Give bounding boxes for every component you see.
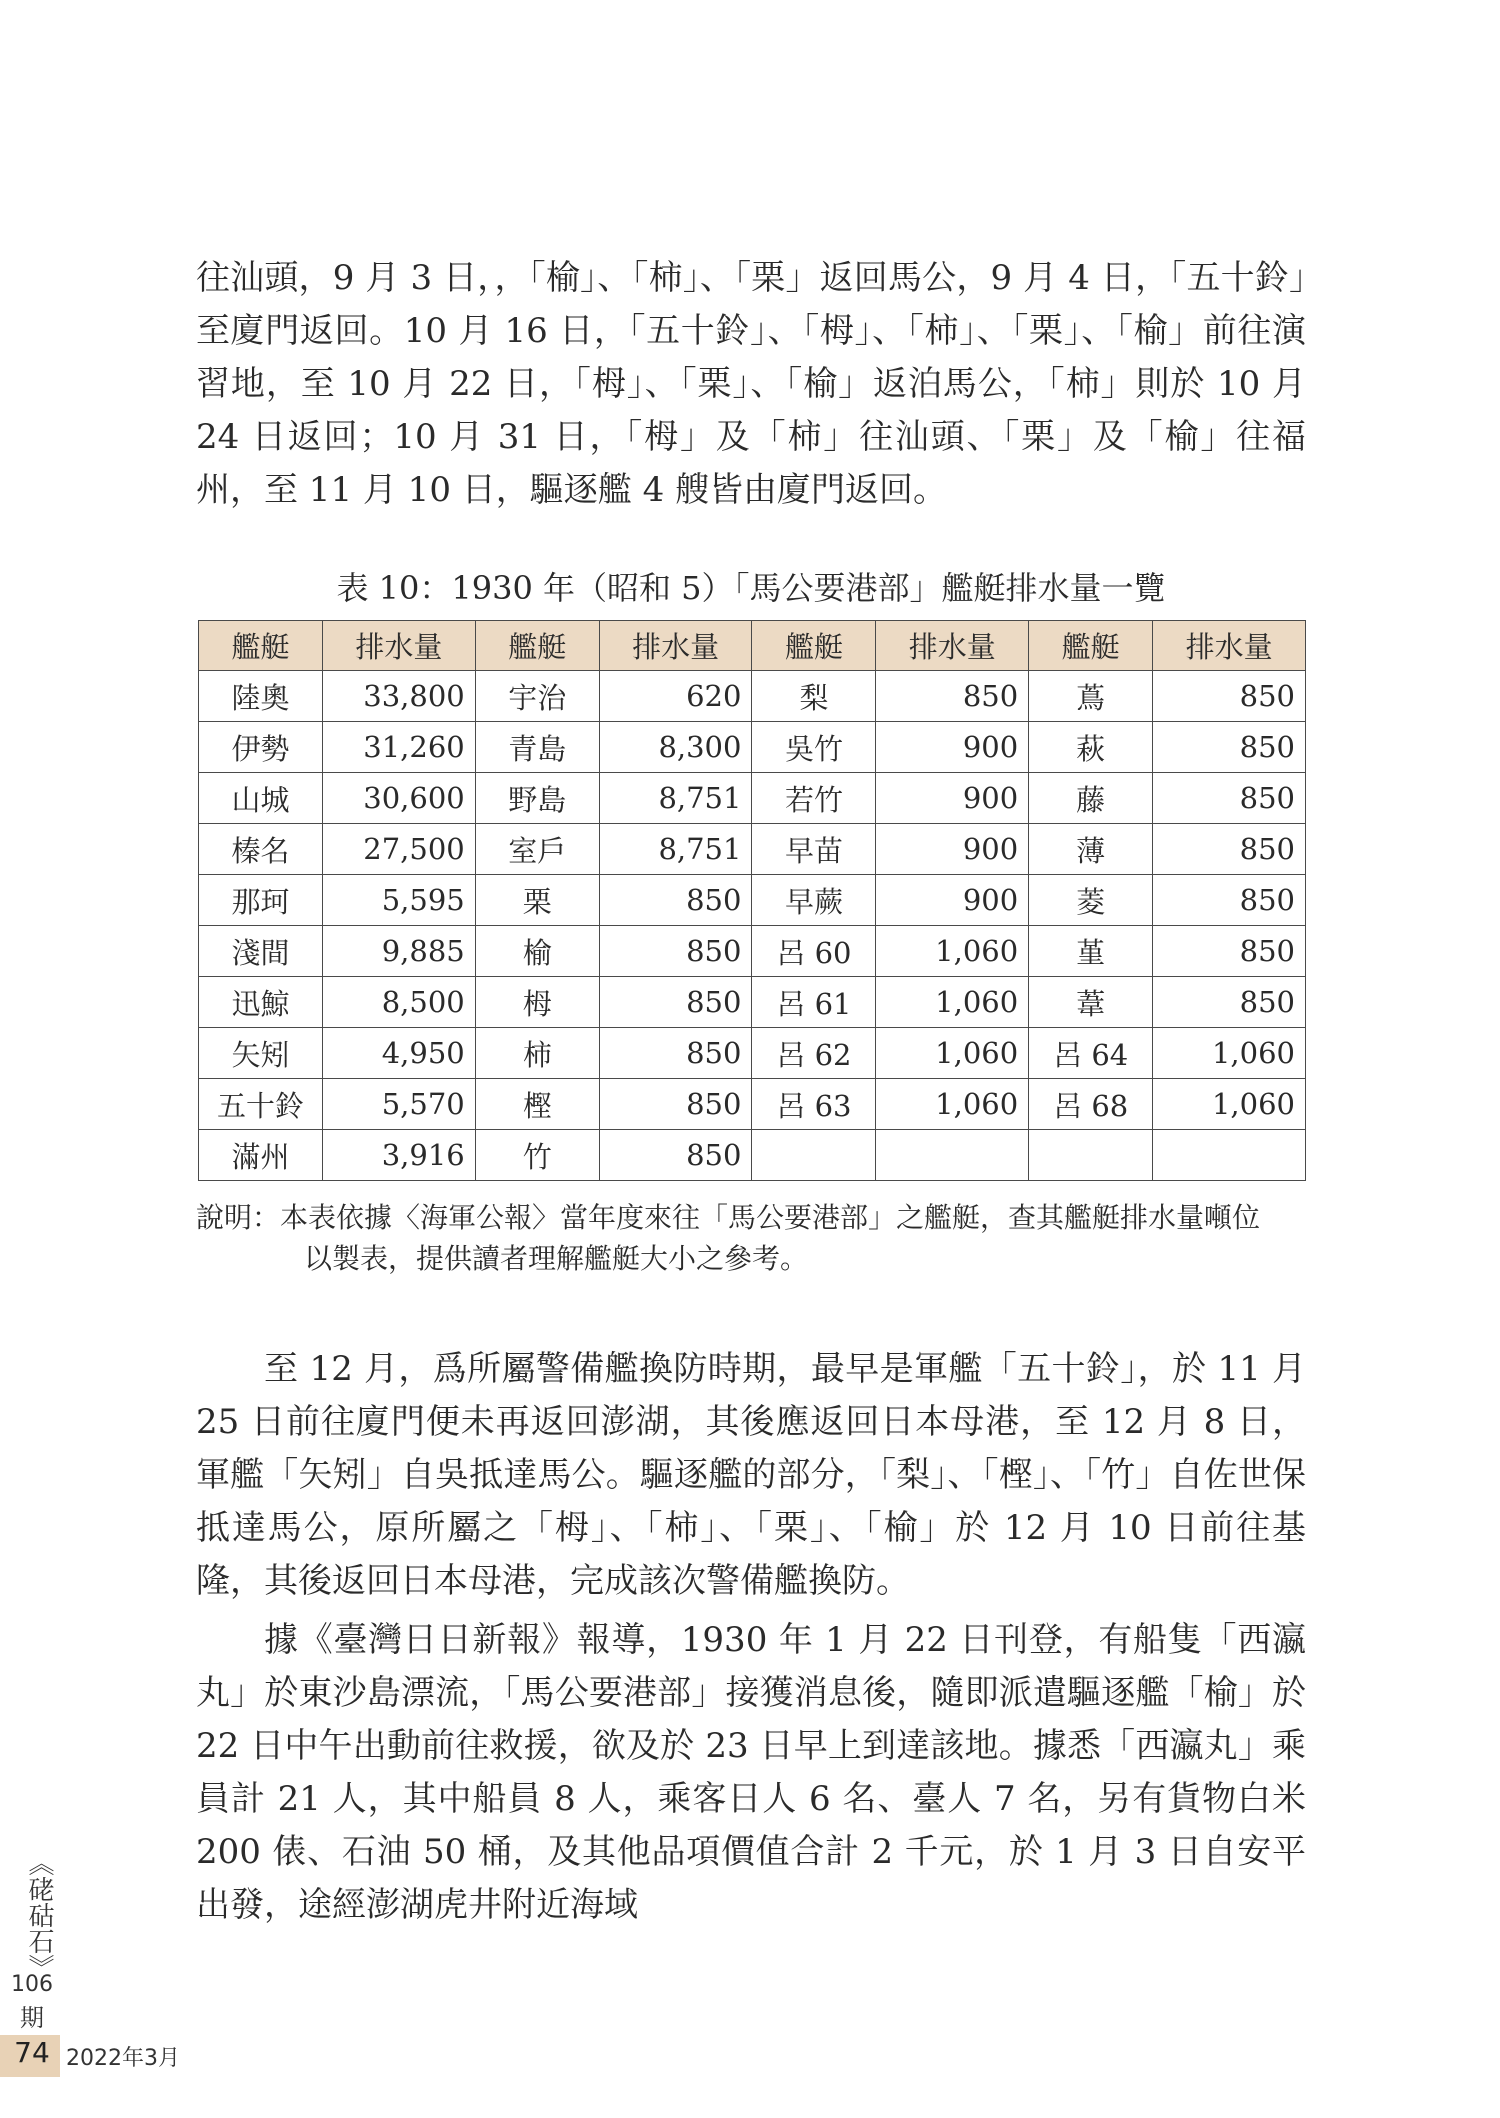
ship-name-cell: 堇 — [1029, 926, 1153, 977]
displacement-cell: 31,260 — [322, 722, 475, 773]
table-row — [199, 977, 1306, 1028]
table-row — [199, 1130, 1306, 1181]
displacement-cell: 850 — [599, 875, 752, 926]
ship-name-cell: 葦 — [1029, 977, 1153, 1028]
ship-name-cell: 萩 — [1029, 722, 1153, 773]
ship-name-cell: 伊勢 — [199, 722, 323, 773]
header-cell: 艦艇 — [1029, 621, 1153, 671]
ship-name-cell: 榆 — [475, 926, 599, 977]
table-row — [199, 1028, 1306, 1079]
displacement-cell: 850 — [1153, 977, 1306, 1028]
displacement-cell: 5,595 — [322, 875, 475, 926]
ship-name-cell: 宇治 — [475, 671, 599, 722]
header-cell: 艦艇 — [752, 621, 876, 671]
displacement-cell: 27,500 — [322, 824, 475, 875]
ship-name-cell: 早苗 — [752, 824, 876, 875]
table-row — [199, 926, 1306, 977]
displacement-cell: 1,060 — [1153, 1079, 1306, 1130]
header-cell: 排水量 — [876, 621, 1029, 671]
table-row — [199, 875, 1306, 926]
displacement-cell: 8,300 — [599, 722, 752, 773]
header-cell: 排水量 — [322, 621, 475, 671]
table-row — [199, 773, 1306, 824]
ship-name-cell: 呂 68 — [1029, 1079, 1153, 1130]
displacement-cell: 1,060 — [876, 977, 1029, 1028]
ship-name-cell: 淺間 — [199, 926, 323, 977]
table-row — [199, 824, 1306, 875]
journal-title: 《硓𥑮石》 — [24, 1850, 54, 1980]
ship-name-cell: 菱 — [1029, 875, 1153, 926]
ship-name-cell: 矢矧 — [199, 1028, 323, 1079]
ship-name-cell: 栗 — [475, 875, 599, 926]
displacement-cell: 30,600 — [322, 773, 475, 824]
ship-name-cell: 吳竹 — [752, 722, 876, 773]
displacement-cell: 8,500 — [322, 977, 475, 1028]
displacement-cell: 8,751 — [599, 824, 752, 875]
header-cell: 艦艇 — [199, 621, 323, 671]
ship-name-cell — [1029, 1130, 1153, 1181]
displacement-cell: 4,950 — [322, 1028, 475, 1079]
ship-name-cell: 柿 — [475, 1028, 599, 1079]
ship-name-cell: 山城 — [199, 773, 323, 824]
ship-name-cell: 榛名 — [199, 824, 323, 875]
table-row — [199, 671, 1306, 722]
body-paragraph-3: 據《臺灣日日新報》報導，1930 年 1 月 22 日刊登，有船隻「西瀛丸」於東沙島漂流，「馬公要港部」接獲消息後，隨即派遣驅逐艦「榆」於 22 日中午出動前往救援，欲及於 23 日早上到達該地。據悉「西瀛丸」乘員計 21 人，其中船員 8 人，乘客日人 6 名、臺人 7 名，另有貨物白米 200 俵、石油 50 桶，及其他品項價值合計 2 千元，於 1 月 3 日自安平出發，途經澎湖虎井附近海域 — [196, 1620, 1306, 1925]
displacement-cell: 9,885 — [322, 926, 475, 977]
displacement-cell: 850 — [599, 1079, 752, 1130]
ship-name-cell: 呂 62 — [752, 1028, 876, 1079]
header-cell: 排水量 — [599, 621, 752, 671]
table-row — [199, 1079, 1306, 1130]
displacement-cell: 850 — [599, 1130, 752, 1181]
ship-name-cell: 陸奧 — [199, 671, 323, 722]
displacement-cell: 1,060 — [1153, 1028, 1306, 1079]
ship-name-cell: 竹 — [475, 1130, 599, 1181]
table-caption: 表 10：1930 年（昭和 5）「馬公要港部」艦艇排水量一覽 — [336, 569, 1166, 607]
ship-name-cell: 樫 — [475, 1079, 599, 1130]
displacement-cell — [876, 1130, 1029, 1181]
ship-name-cell: 呂 63 — [752, 1079, 876, 1130]
ship-displacement-table — [198, 620, 1306, 1181]
ship-name-cell: 栂 — [475, 977, 599, 1028]
displacement-cell: 900 — [876, 875, 1029, 926]
ship-name-cell: 呂 64 — [1029, 1028, 1153, 1079]
ship-name-cell: 藤 — [1029, 773, 1153, 824]
ship-name-cell: 呂 61 — [752, 977, 876, 1028]
table-header-row — [199, 621, 1306, 671]
ship-name-cell: 蔦 — [1029, 671, 1153, 722]
displacement-cell: 850 — [1153, 875, 1306, 926]
displacement-cell — [1153, 1130, 1306, 1181]
ship-name-cell: 野島 — [475, 773, 599, 824]
displacement-cell: 620 — [599, 671, 752, 722]
displacement-cell: 1,060 — [876, 1079, 1029, 1130]
displacement-cell: 5,570 — [322, 1079, 475, 1130]
ship-name-cell: 五十鈴 — [199, 1079, 323, 1130]
displacement-cell: 850 — [1153, 722, 1306, 773]
table-note — [196, 1197, 1306, 1279]
ship-name-cell: 早蕨 — [752, 875, 876, 926]
displacement-cell: 850 — [876, 671, 1029, 722]
note-label: 說明： — [196, 1201, 281, 1234]
displacement-cell: 1,060 — [876, 926, 1029, 977]
ship-name-cell: 薄 — [1029, 824, 1153, 875]
displacement-cell: 850 — [1153, 773, 1306, 824]
body-paragraph-2: 至 12 月，爲所屬警備艦換防時期，最早是軍艦「五十鈴」，於 11 月 25 日前往廈門便未再返回澎湖，其後應返回日本母港，至 12 月 8 日，軍艦「矢矧」自吳抵達馬公。驅逐艦的部分，「梨」、「樫」、「竹」自佐世保抵達馬公，原所屬之「栂」、「柿」、「栗」、「榆」於 12 月 10 日前往基隆，其後返回日本母港，完成該次警備艦換防。 — [196, 1349, 1306, 1601]
table-row — [199, 722, 1306, 773]
ship-name-cell: 青島 — [475, 722, 599, 773]
displacement-cell: 3,916 — [322, 1130, 475, 1181]
ship-name-cell: 梨 — [752, 671, 876, 722]
displacement-cell: 33,800 — [322, 671, 475, 722]
note-line-2: 以製表，提供讀者理解艦艇大小之參考。 — [304, 1242, 809, 1275]
issue-unit: 期 — [20, 2004, 44, 2032]
ship-name-cell: 若竹 — [752, 773, 876, 824]
issue-number: 106 — [11, 1972, 53, 1997]
ship-name-cell: 呂 60 — [752, 926, 876, 977]
publication-date: 2022年3月 — [66, 2046, 180, 2071]
header-cell: 排水量 — [1153, 621, 1306, 671]
displacement-cell: 850 — [1153, 671, 1306, 722]
page-number: 74 — [14, 2036, 50, 2069]
displacement-cell: 900 — [876, 824, 1029, 875]
header-cell: 艦艇 — [475, 621, 599, 671]
displacement-cell: 8,751 — [599, 773, 752, 824]
displacement-cell: 850 — [599, 977, 752, 1028]
displacement-cell: 850 — [599, 926, 752, 977]
displacement-cell: 850 — [1153, 824, 1306, 875]
displacement-cell: 1,060 — [876, 1028, 1029, 1079]
ship-name-cell: 迅鯨 — [199, 977, 323, 1028]
ship-name-cell: 室戶 — [475, 824, 599, 875]
ship-name-cell: 那珂 — [199, 875, 323, 926]
ship-name-cell — [752, 1130, 876, 1181]
displacement-cell: 900 — [876, 773, 1029, 824]
note-line-1: 本表依據〈海軍公報〉當年度來往「馬公要港部」之艦艇，查其艦艇排水量噸位 — [280, 1201, 1261, 1234]
displacement-cell: 900 — [876, 722, 1029, 773]
displacement-cell: 850 — [1153, 926, 1306, 977]
ship-name-cell: 滿州 — [199, 1130, 323, 1181]
displacement-cell: 850 — [599, 1028, 752, 1079]
body-paragraph-1: 往汕頭，9 月 3 日，，「榆」、「柿」、「栗」返回馬公，9 月 4 日，「五十鈴」至廈門返回。10 月 16 日，「五十鈴」、「栂」、「柿」、「栗」、「榆」前往演習地，至 10 月 22 日，「栂」、「栗」、「榆」返泊馬公，「柿」則於 10 月 24 日返回；10 月 31 日，「栂」及「柿」往汕頭、「栗」及「榆」往福州，至 11 月 10 日，驅逐艦 4 艘皆由廈門返回。 — [196, 258, 1306, 510]
